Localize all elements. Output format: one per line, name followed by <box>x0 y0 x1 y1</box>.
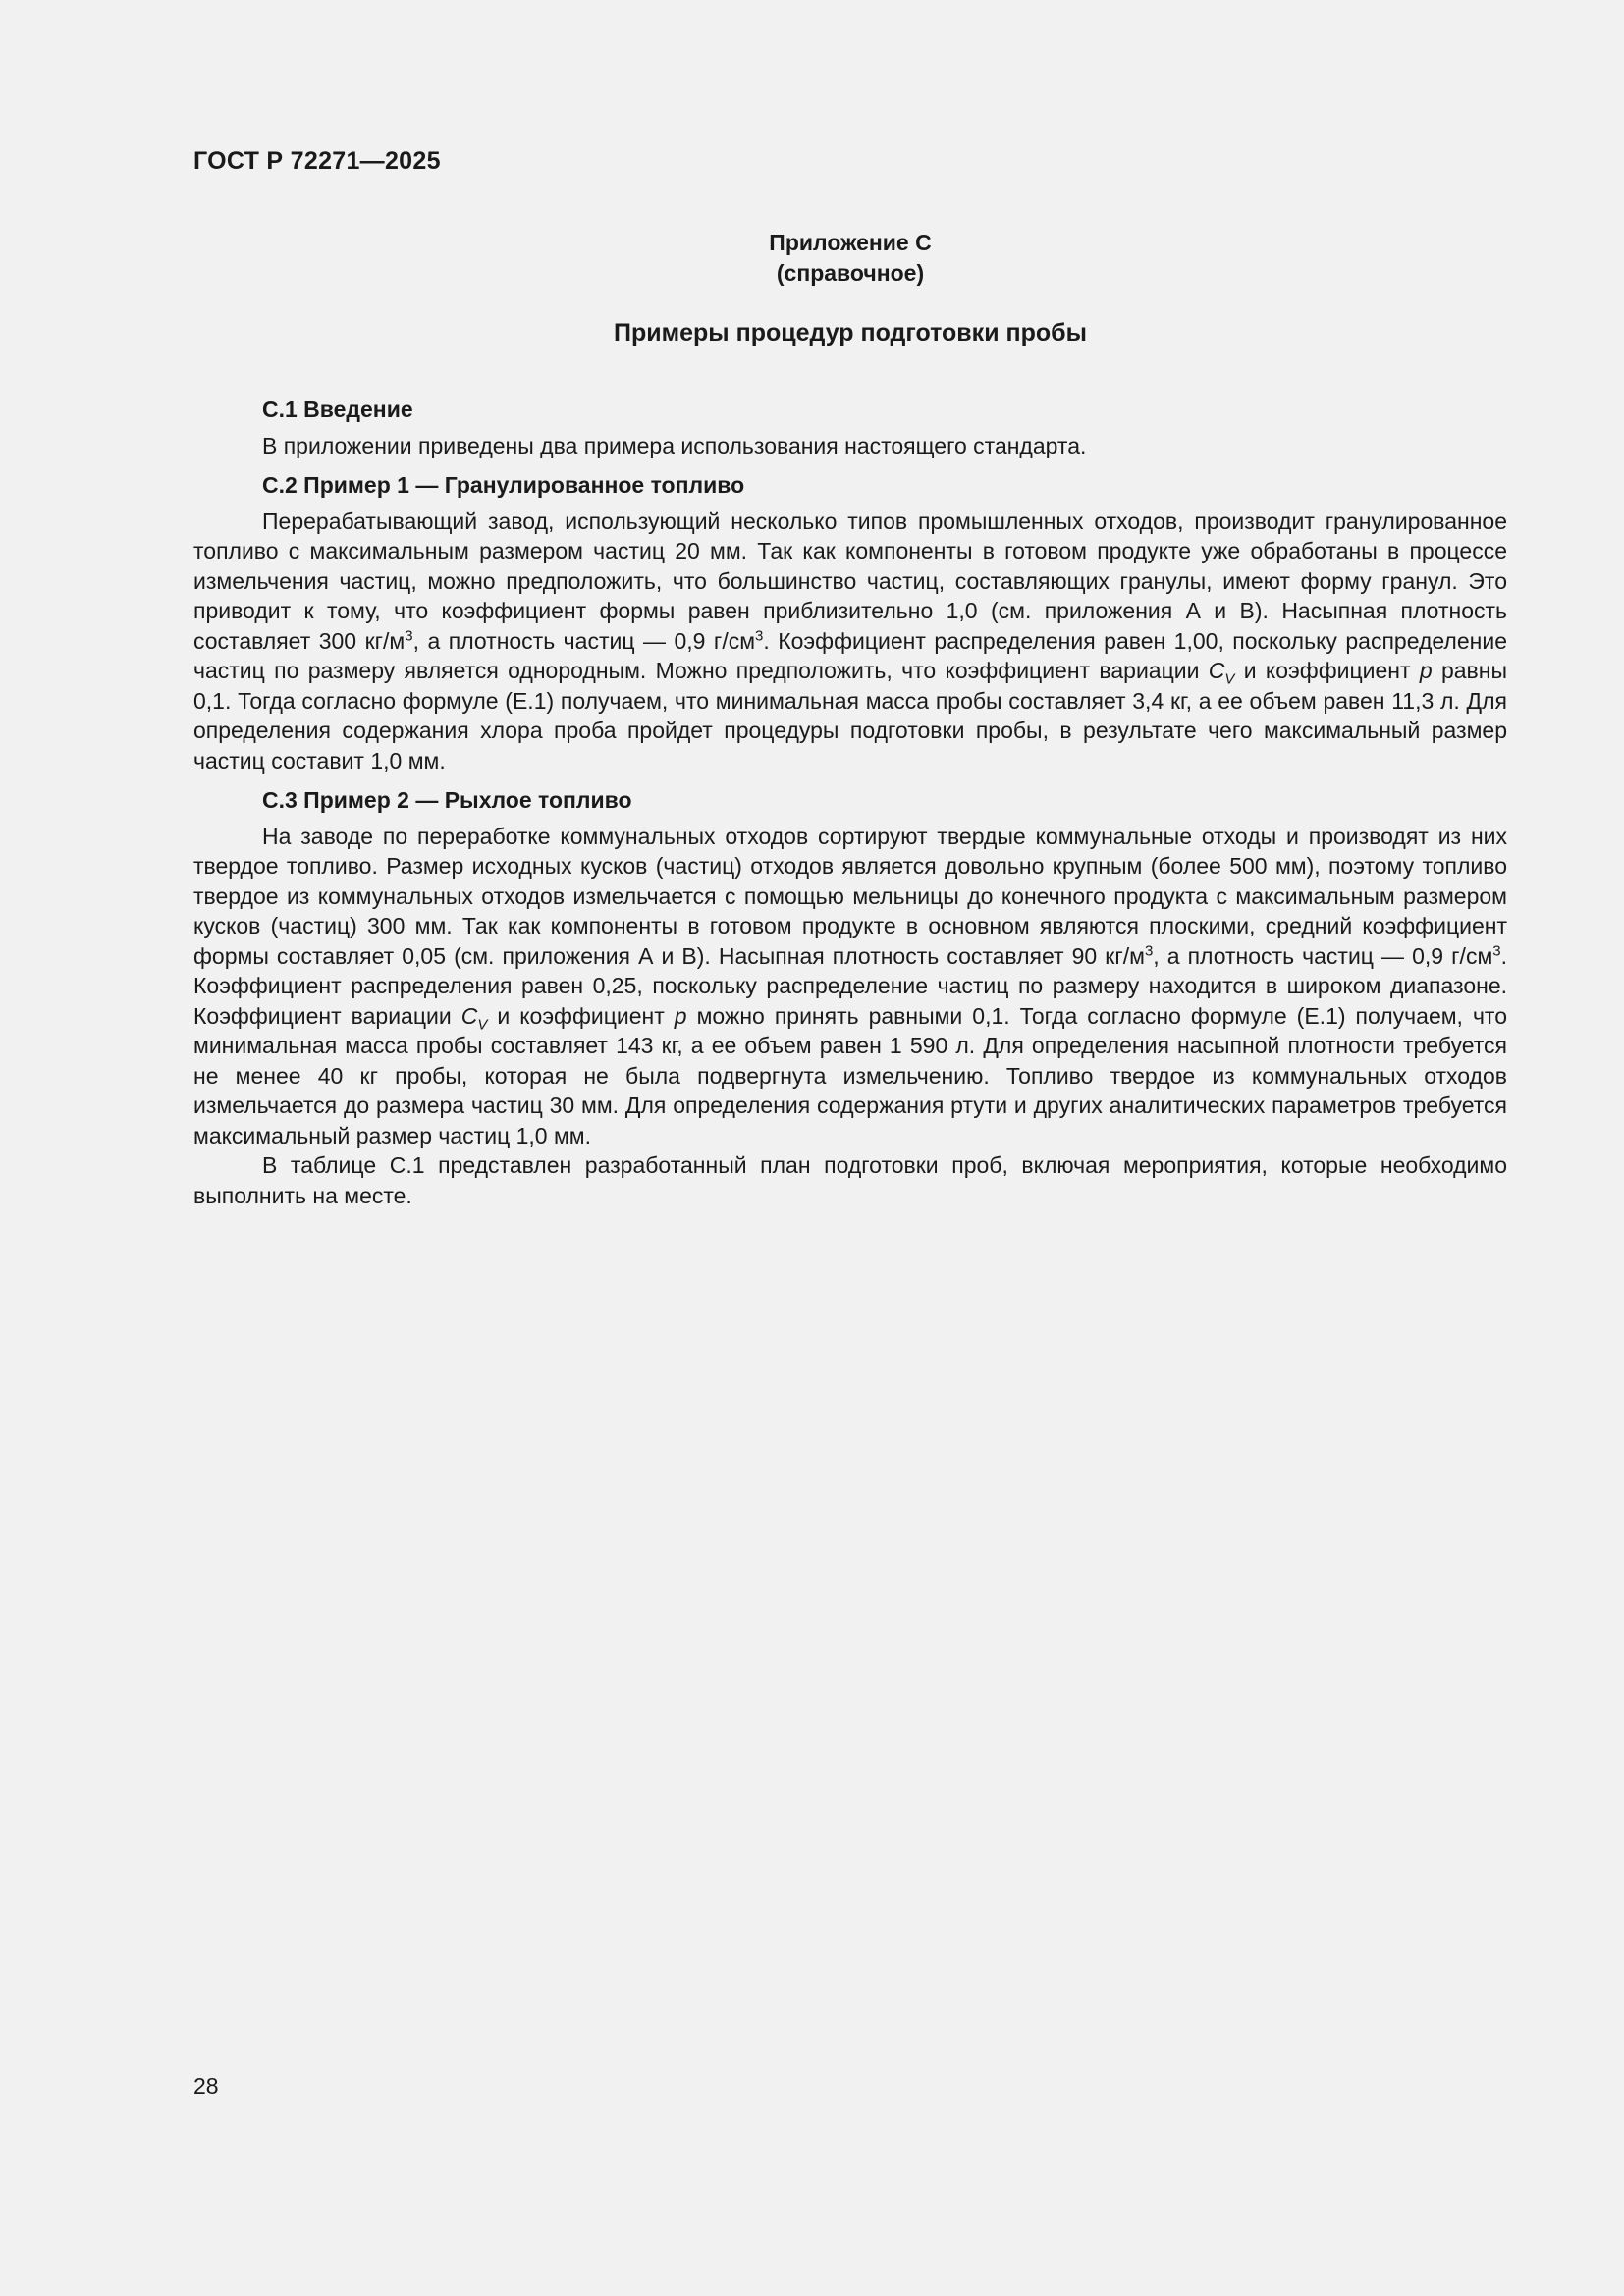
superscript: 3 <box>405 626 413 644</box>
symbol-p: p <box>1419 658 1433 683</box>
text-run: , а плотность частиц — 0,9 г/см <box>412 627 756 654</box>
text-run: На заводе по переработке коммунальных отходов сортируют твердые коммунальные отходы и производят из них твердое топливо. Размер исходных кусков (частиц) отходов является довольно крупным (более 500 мм), поэтому топливо твердое из коммунальных отходов измельчается с помощью мельницы до конечного продукта с максимальным размером кусков (частиц) 300 мм. Так как компоненты в готовом продукте в основном являются плоскими, средний коэффициент формы составляет 0,05 (см. приложения А и В). Насыпная плотность составляет 90 кг/м <box>193 823 1507 969</box>
superscript: 3 <box>1144 941 1154 959</box>
document-body <box>193 395 1507 1220</box>
text-run: равны 0,1. Тогда согласно формуле (Е.1) получаем, что минимальная масса пробы составляет 3,4 кг, а ее объем равен 11,3 л. Для определения содержания хлора проба пройдет процедуры подготовки пробы, в результате чего максимальный размер частиц составит 1,0 мм. <box>193 658 1507 774</box>
superscript: 3 <box>755 626 764 644</box>
symbol-p: p <box>674 1002 687 1029</box>
section-c2-title: С.2 Пример 1 — Гранулированное топливо <box>262 472 745 498</box>
text-run: и коэффициент <box>1234 658 1420 683</box>
superscript: 3 <box>1492 941 1501 959</box>
section-c1-title: С.1 Введение <box>262 397 413 422</box>
symbol-cv: $C_V$ <box>1208 658 1235 688</box>
annex-status: (справочное) <box>776 260 925 286</box>
section-c3-paragraph <box>193 822 1507 1151</box>
section-c1-paragraph: В приложении приведены два примера использования настоящего стандарта. <box>262 432 1087 458</box>
text-run: и коэффициент <box>487 1002 675 1029</box>
page-number: 28 <box>193 2073 219 2099</box>
document-id: ГОСТ Р 72271—2025 <box>193 147 441 175</box>
section-c2-paragraph <box>193 507 1507 776</box>
text-run: , а плотность частиц — 0,9 г/см <box>1153 942 1493 969</box>
annex-title: Приложение С <box>769 230 932 255</box>
section-c3-title: С.3 Пример 2 — Рыхлое топливо <box>262 787 632 813</box>
section-c3-paragraph-2: В таблице С.1 представлен разработанный план подготовки проб, включая мероприятия, которые необходимо выполнить на месте. <box>193 1152 1507 1208</box>
text-run: Перерабатывающий завод, использующий несколько типов промышленных отходов, производит гранулированное топливо с максимальным размером частиц 20 мм. Так как компоненты в готовом продукте уже обработаны в процессе измельчения частиц, можно предположить, что большинство частиц, составляющих гранулы, имеют форму гранул. Это приводит к тому, что коэффициент формы равен приблизительно 1,0 (см. приложения А и В). Насыпная плотность составляет 300 кг/м <box>193 507 1507 654</box>
text-run: . Коэффициент распределения равен 1,00, поскольку распределение частиц по размеру является однородным. Можно предположить, что коэффициент вариации <box>193 627 1507 683</box>
annex-title-block <box>193 228 1507 289</box>
text-run: можно принять равными 0,1. Тогда согласно формуле (Е.1) получаем, что минимальная масса пробы составляет 143 кг, а ее объем равен 1 590 л. Для определения насыпной плотности требуется не менее 40 кг пробы, которая не была подвергнута измельчению. Топливо твердое из коммунальных отходов измельчается до размера частиц 30 мм. Для определения содержания ртути и других аналитических параметров требуется максимальный размер частиц 1,0 мм. <box>193 1002 1507 1148</box>
symbol-cv: $C_V$ <box>460 1002 488 1034</box>
annex-heading: Примеры процедур подготовки пробы <box>614 319 1087 347</box>
text-run: . Коэффициент распределения равен 0,25, поскольку распределение частиц по размеру находится в широком диапазоне. Коэффициент вариации <box>193 942 1507 1029</box>
